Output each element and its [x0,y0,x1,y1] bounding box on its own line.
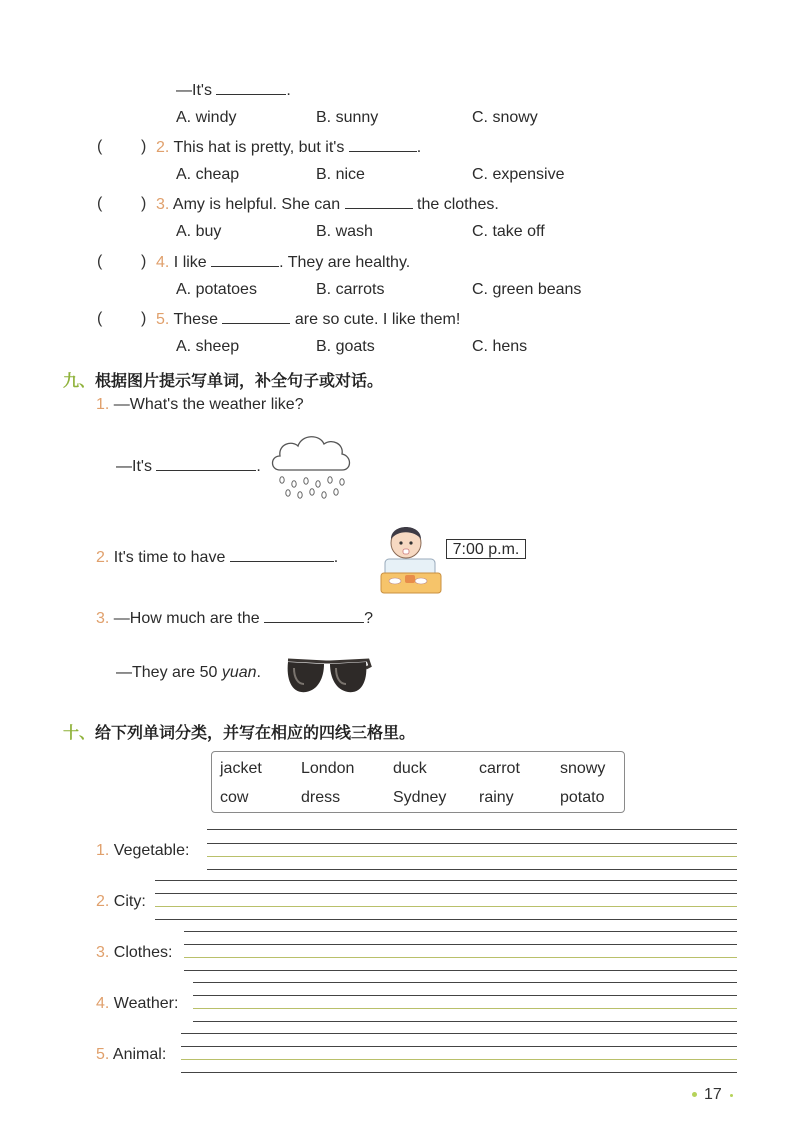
section9-heading [63,368,383,391]
category-label: City: [113,893,146,910]
q1-answer-prefix: —It's [176,82,212,99]
category-number: 5. [96,1046,110,1063]
s9-item1-suffix: . [256,458,261,475]
q2-paren-open: ( [97,138,103,155]
category-weather [96,995,178,1013]
category-number: 1. [96,842,110,859]
section9-number: 九、 [63,373,96,390]
category-vegetable [96,842,189,860]
q3-stem [156,194,499,214]
q2-after: . [416,139,422,156]
page-dot-decoration [692,1092,697,1097]
q2-paren-close: ) [141,138,147,155]
q4-after: . They are healthy. [279,254,411,271]
q3-option-b[interactable]: B. wash [316,223,373,240]
word-bank-word: dress [301,789,341,806]
q4-stem [156,252,410,272]
s9-item1-answer [116,456,261,476]
q3-paren-open: ( [97,195,103,212]
q2-option-b[interactable]: B. nice [316,166,365,183]
q5-option-a[interactable]: A. sheep [176,338,240,355]
section10-heading [63,720,415,743]
q3-before: Amy is helpful. She can [172,196,341,213]
q3-option-a[interactable]: A. buy [176,223,222,240]
q2-blank[interactable] [349,137,417,152]
s9-item3-answer-suffix: . [256,664,261,681]
s9-item3-answer [116,664,261,682]
q3-option-c[interactable]: C. take off [472,223,545,240]
q1-answer-suffix: . [286,82,291,99]
q4-option-b[interactable]: B. carrots [316,281,385,298]
s9-item1-prefix: —It's [116,458,152,475]
s9-item3-prefix: —How much are the [113,610,260,627]
q4-before: I like [173,254,207,271]
q1-blank[interactable] [216,80,286,95]
category-clothes [96,944,173,962]
q3-blank[interactable] [345,194,413,209]
s9-item2-prefix: It's time to have [113,549,226,566]
s9-item3-question [96,608,373,628]
word-bank-word: carrot [479,760,520,777]
q4-paren-close: ) [141,253,147,270]
q2-option-c[interactable]: C. expensive [472,166,565,183]
q4-number: 4. [156,254,170,271]
boy-eating-illustration [377,515,447,597]
page-number: 17 [704,1086,722,1103]
q2-number: 2. [156,139,170,156]
page-dot-decoration [730,1094,733,1097]
q1-answer-line [176,80,291,100]
category-label: Clothes: [113,944,173,961]
s9-item3-blank[interactable] [264,608,364,623]
q4-blank[interactable] [211,252,279,267]
category-number: 2. [96,893,110,910]
q3-number: 3. [156,196,170,213]
q4-option-a[interactable]: A. potatoes [176,281,257,298]
category-label: Animal: [112,1046,167,1063]
s9-item2 [96,547,338,567]
q4-paren-open: ( [97,253,103,270]
q5-stem [156,309,460,329]
q2-before: This hat is pretty, but it's [173,139,345,156]
word-bank-word: Sydney [393,789,447,806]
q5-number: 5. [156,311,170,328]
category-label: Weather: [113,995,179,1012]
word-bank-word: snowy [560,760,606,777]
word-bank-word: duck [393,760,427,777]
s9-item2-suffix: . [333,549,339,566]
s9-item1-number: 1. [96,396,110,413]
q3-paren-close: ) [141,195,147,212]
q5-after: are so cute. I like them! [294,311,461,328]
s9-item1-blank[interactable] [156,456,256,471]
category-number: 4. [96,995,110,1012]
word-bank-word: rainy [479,789,514,806]
word-bank-word: potato [560,789,605,806]
time-box: 7:00 p.m. [446,539,526,559]
section9-title: 根据图片提示写单词，补全句子或对话。 [95,373,384,390]
s9-item2-number: 2. [96,549,110,566]
q2-stem [156,137,421,157]
s9-item1-question [96,396,304,414]
category-city [96,893,146,911]
category-label: Vegetable: [113,842,190,859]
q2-option-a[interactable]: A. cheap [176,166,240,183]
q5-blank[interactable] [222,309,290,324]
category-number: 3. [96,944,110,961]
s9-item1-line1: —What's the weather like? [113,396,304,413]
q5-before: These [173,311,218,328]
rain-cloud-icon [268,430,354,504]
q5-option-c[interactable]: C. hens [472,338,528,355]
s9-item3-answer-prefix: —They are 50 [116,664,218,681]
q5-paren-open: ( [97,310,103,327]
q1-option-c[interactable]: C. snowy [472,109,538,126]
word-bank-word: cow [220,789,249,806]
q1-option-a[interactable]: A. windy [176,109,237,126]
word-bank-box [211,751,625,813]
s9-item3-suffix: ? [364,610,373,627]
s9-item2-blank[interactable] [230,547,334,562]
sunglasses-icon [282,654,374,698]
word-bank-word: London [301,760,355,777]
category-animal [96,1046,166,1064]
word-bank-word: jacket [220,760,262,777]
section10-title: 给下列单词分类，并写在相应的四线三格里。 [95,725,416,742]
q5-paren-close: ) [141,310,147,327]
section10-number: 十、 [63,725,96,742]
q3-after: the clothes. [417,196,499,213]
s9-item3-number: 3. [96,610,110,627]
s9-item3-answer-italic: yuan [221,664,257,681]
q4-option-c[interactable]: C. green beans [472,281,582,298]
q5-option-b[interactable]: B. goats [316,338,375,355]
q1-option-b[interactable]: B. sunny [316,109,379,126]
